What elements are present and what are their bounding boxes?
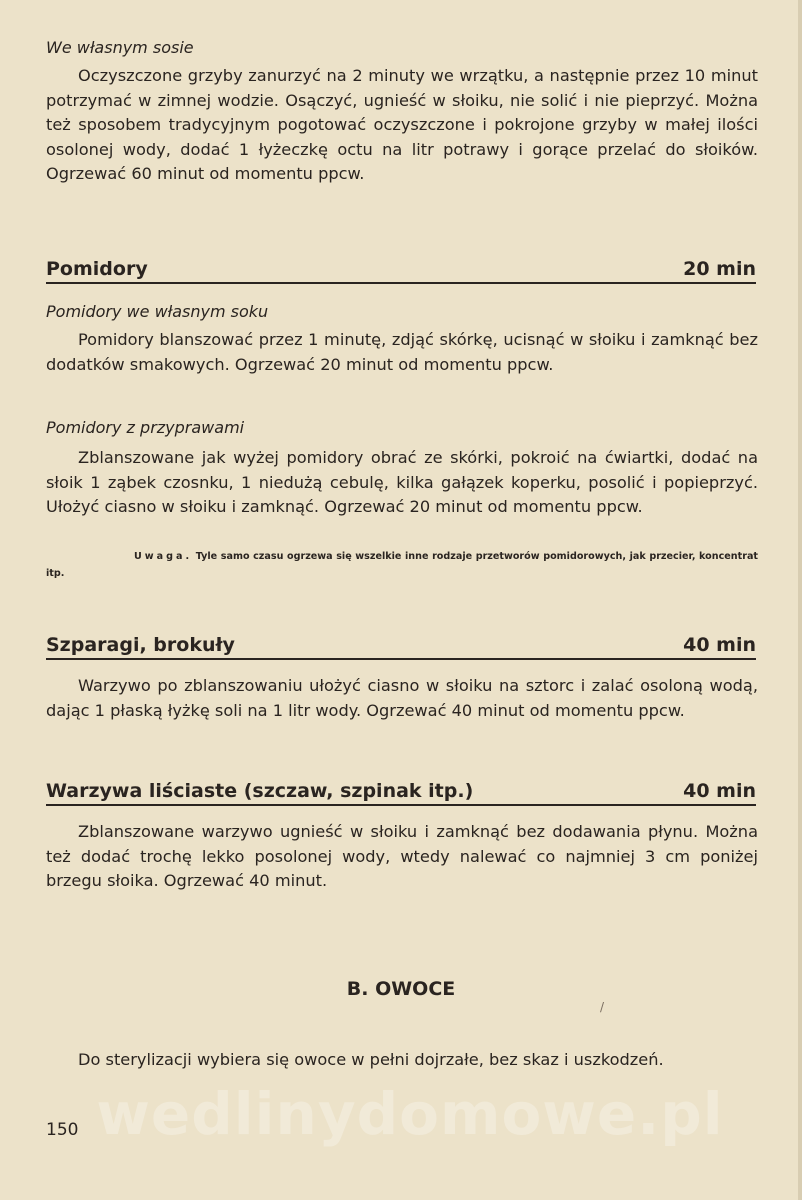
section-heading-tomatoes: [46, 250, 756, 284]
paragraph-own-juice: Pomidory blanszować przez 1 minutę, zdjąć skórkę, ucisnąć w słoiku i zamknąć bez dodatków smakowych. Ogrzewać 20 minut od momentu ppcw.: [46, 330, 758, 374]
note-label: Uwaga.: [134, 551, 193, 562]
watermark: wedlinydomowe.pl: [96, 1080, 724, 1148]
chapter-heading-fruits: B. OWOCE: [346, 978, 456, 1000]
heading-time: 40 min: [683, 634, 756, 656]
section-heading-leafy: [46, 772, 756, 806]
page-edge: [798, 0, 802, 1200]
heading-time: 40 min: [683, 780, 756, 802]
subheading-spices: Pomidory z przyprawami: [46, 418, 245, 437]
paragraph-own-sauce: Oczyszczone grzyby zanurzyć na 2 minuty we wrzątku, a następnie przez 10 minut potrzymać w zimnej wodzie. Osączyć, ugnieść w słoiku, nie solić i nie pieprzyć. Można też sposobem tradycyjnym pogotować oczyszczone i pokrojone grzyby w małej ilości osolonej wody, dodać 1 łyżeczkę octu na litr potrawy i gorące przelać do słoików. Ogrzewać 60 minut od momentu ppcw.: [46, 66, 758, 184]
heading-time: 20 min: [683, 258, 756, 280]
section-heading-asparagus: [46, 626, 756, 660]
heading-title: Pomidory: [46, 258, 148, 280]
page-number: 150: [46, 1120, 79, 1140]
subheading-own-juice: Pomidory we własnym soku: [46, 302, 269, 321]
note: [46, 548, 758, 582]
note-text: Tyle samo czasu ogrzewa się wszelkie inne rodzaje przetworów pomidorowych, jak przecier, koncentrat itp.: [46, 551, 758, 579]
paragraph-fruits: Do sterylizacji wybiera się owoce w pełni dojrzałe, bez skaz i uszkodzeń.: [78, 1050, 664, 1069]
paragraph-leafy: Zblanszowane warzywo ugnieść w słoiku i zamknąć bez dodawania płynu. Można też dodać trochę lekko posolonej wody, wtedy nalewać co najmniej 3 cm poniżej brzegu słoika. Ogrzewać 40 minut.: [46, 822, 758, 891]
heading-title: Szparagi, brokuły: [46, 634, 235, 656]
paragraph-asparagus: Warzywo po zblanszowaniu ułożyć ciasno w słoiku na sztorc i zalać osoloną wodą, dając 1 płaską łyżkę soli na 1 litr wody. Ogrzewać 40 minut od momentu ppcw.: [46, 676, 758, 720]
pencil-mark: /: [600, 1000, 605, 1014]
subheading-own-sauce: We własnym sosie: [46, 38, 194, 57]
paragraph-spices: Zblanszowane jak wyżej pomidory obrać ze skórki, pokroić na ćwiartki, dodać na słoik 1 ząbek czosnku, 1 niedużą cebulę, kilka gałązek koperku, posolić i popieprzyć. Ułożyć ciasno w słoiku i zamknąć. Ogrzewać 20 minut od momentu ppcw.: [46, 448, 758, 517]
heading-title: Warzywa liściaste (szczaw, szpinak itp.): [46, 780, 474, 802]
